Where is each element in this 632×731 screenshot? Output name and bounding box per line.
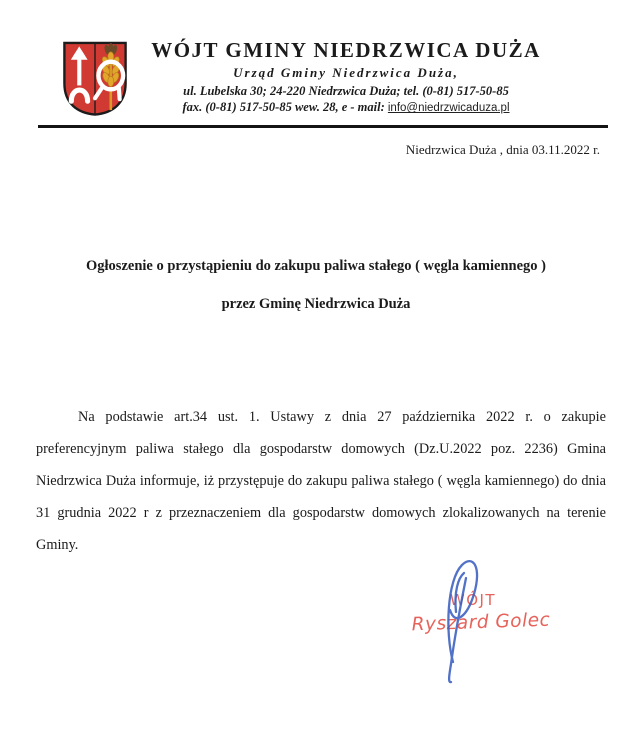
signature-name-stamp: Ryszard Golec <box>411 609 551 636</box>
org-subtitle: Urząd Gminy Niedrzwica Duża, <box>233 65 459 81</box>
date-line: Niedrzwica Duża , dnia 03.11.2022 r. <box>405 141 600 157</box>
org-title: WÓJT GMINY NIEDRZWICA DUŻA <box>151 38 541 62</box>
signature-role-stamp: WÓJT <box>449 591 497 609</box>
org-address-line: ul. Lubelska 30; 24-220 Niedrzwica Duża; tel. (0-81) 517-50-85 <box>183 84 509 99</box>
signature-block <box>393 550 573 695</box>
org-fax-prefix: fax. (0-81) 517-50-85 wew. 28, e - mail: <box>182 100 388 115</box>
announcement-title-line1: Ogłoszenie o przystąpieniu do zakupu paliwa stałego ( węgla kamiennego ) <box>86 257 546 274</box>
handwritten-signature-ink <box>393 550 573 695</box>
announcement-title-line2: przez Gminę Niedrzwica Duża <box>221 295 411 312</box>
org-fax-line <box>78 100 614 115</box>
coat-of-arms-icon <box>61 40 129 117</box>
letterhead-divider <box>38 125 608 128</box>
announcement-body: Na podstawie art.34 ust. 1. Ustawy z dnia 27 października 2022 r. o zakupie preferencyjnym paliwa stałego dla gospodarstw domowych (Dz.U.2022 poz. 2236) Gmina Niedrzwica Duża informuje, iż przystępuje do zakupu paliwa stałego ( węgla kamiennego) do dnia 31 grudnia 2022 r z przeznaczeniem dla gospodarstw domowych zlokalizowanych na terenie Gminy. <box>36 408 606 553</box>
email-link[interactable]: info@niedrzwicaduza.pl <box>387 102 510 115</box>
letterhead <box>78 0 614 116</box>
announcement-title <box>0 258 632 313</box>
